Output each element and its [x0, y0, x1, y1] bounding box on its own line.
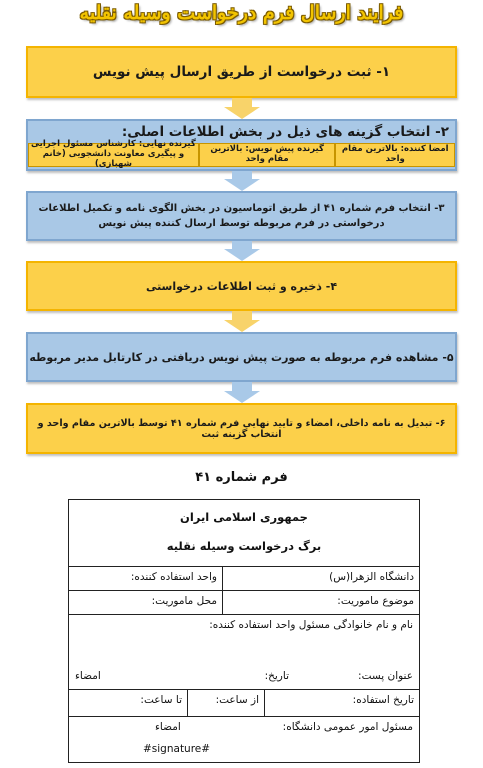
sign-label: امضاء [75, 670, 101, 682]
vehicle-request-form [68, 499, 420, 763]
step-6-text: ۶- تبدیل به نامه داخلی، امضاء و تایید نهایی فرم شماره ۴۱ توسط بالاترین مقام واحد و انتخاب گزینه ثبت [37, 417, 446, 440]
form-header-title: برگ درخواست وسیله نقلیه [166, 539, 322, 553]
mission-place-field: محل ماموریت: [69, 591, 223, 614]
page-title: فرایند ارسال فرم درخواست وسیله نقلیه [79, 2, 404, 24]
general-affairs-label: مسئول امور عمومی دانشگاه: [282, 721, 413, 733]
from-hour-field: از ساعت: [188, 690, 265, 716]
step-3-box [26, 191, 457, 241]
step-2-options [28, 139, 455, 169]
to-hour-field: تا ساعت: [69, 690, 188, 716]
arrow-down-icon [224, 171, 260, 191]
step-2-box [26, 119, 457, 171]
form-header-republic: جمهوری اسلامی ایران [180, 510, 308, 524]
form-row-general-affairs [69, 716, 419, 764]
step-5-text: ۵- مشاهده فرم مربوطه به صورت پیش نویس دریافتی در کارتابل مدیر مربوطه [29, 350, 454, 364]
arrow-down-icon [224, 382, 260, 403]
arrow-down-icon [224, 311, 260, 332]
step-1-text: ۱- ثبت درخواست از طریق ارسال پیش نویس [92, 64, 391, 80]
step-2-draft-receiver: گیرنده پیش نویس: بالاترین مقام واحد [199, 143, 336, 167]
step-4-text: ۴- ذخیره و ثبت اطلاعات درخواستی [145, 279, 338, 293]
signature-placeholder: #signature# [143, 743, 211, 755]
step-2-signer: امضا کننده: بالاترین مقام واحد [335, 143, 455, 167]
step-1-box [26, 46, 457, 98]
mission-subject-field: موضوع ماموریت: [337, 595, 414, 607]
arrow-down-icon [224, 241, 260, 261]
user-name-label: نام و نام خانوادگی مسئول واحد استفاده کننده: [209, 619, 413, 631]
date-label: تاریخ: [264, 670, 289, 682]
use-date-field: تاریخ استفاده: [352, 694, 414, 706]
arrow-down-icon [224, 98, 260, 119]
form-row-mission [69, 590, 419, 614]
step-3-text: ۳- انتخاب فرم شماره ۴۱ از طریق اتوماسیون در بخش الگوی نامه و تکمیل اطلاعات درخواستی در فرم مربوطه توسط ارسال کننده پیش نویس [38, 202, 445, 229]
step-2-final-receiver: گیرنده نهایی: کارشناس مسئول اجرایی و پیگیری معاونت دانشجویی (خانم شهبازی) [28, 143, 199, 167]
step-6-box [26, 403, 457, 454]
step-2-heading: ۲- انتخاب گزینه های ذیل در بخش اطلاعات اصلی: [121, 124, 449, 140]
university-field: دانشگاه الزهرا(س) [329, 571, 414, 583]
step-4-box [26, 261, 457, 311]
form-row-responsible [69, 614, 419, 689]
user-unit-field: واحد استفاده کننده: [69, 567, 223, 590]
form-caption: فرم شماره ۴۱ [195, 470, 288, 485]
step-5-box [26, 332, 457, 382]
form-row-usage-time [69, 689, 419, 716]
post-title-label: عنوان پست: [358, 670, 413, 682]
form-row-university [69, 566, 419, 590]
sign2-label: امضاء [155, 721, 181, 733]
